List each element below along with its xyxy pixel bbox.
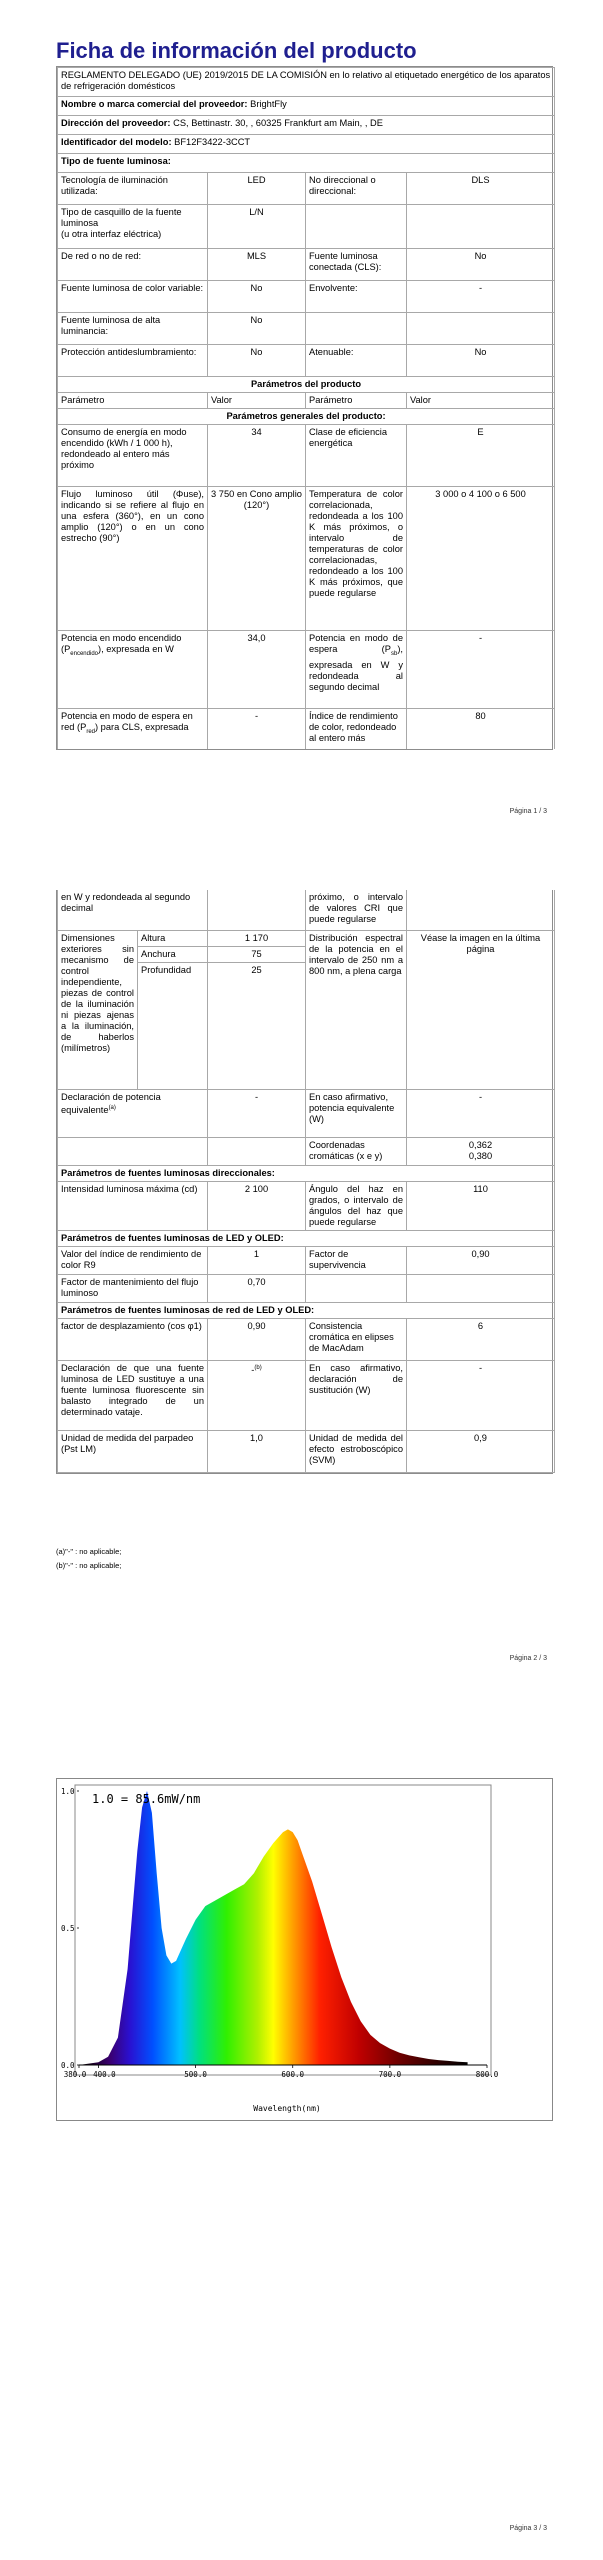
supplier-address-row	[58, 116, 555, 135]
x-tick-label: 500.0	[184, 2070, 207, 2079]
directional-heading: Parámetros de fuentes luminosas direccionales:	[58, 1165, 555, 1181]
survival-label: Factor de supervivencia	[306, 1246, 407, 1274]
row-value: 3 000 o 4 100 o 6 500	[407, 487, 555, 631]
chroma-label: Coordenadas cromáticas (x e y)	[306, 1137, 407, 1165]
product-info-table-continued	[57, 890, 555, 1473]
row-label: Protección antideslumbramiento:	[58, 345, 208, 377]
fluorescent-label: Declaración de que una fuente luminosa de LED sustituye a una fuente luminosa fluorescente sin balasto integrado de un determinado vataje.	[58, 1360, 208, 1430]
row-label: Índice de rendimiento de color, redondeado al entero más	[306, 709, 407, 749]
light-source-row	[58, 249, 555, 281]
maintenance-label: Factor de mantenimiento del flujo luminoso	[58, 1274, 208, 1302]
col-value: Valor	[407, 393, 555, 409]
empty-cell	[407, 1274, 555, 1302]
row-value: No	[407, 345, 555, 377]
col-param: Parámetro	[306, 393, 407, 409]
row-value	[407, 313, 555, 345]
y-tick-label: 0.5	[61, 1924, 75, 1933]
row-label: No direccional o direccional:	[306, 173, 407, 205]
row-value: No	[208, 281, 306, 313]
dimensions-label: Dimensiones exteriores sin mecanismo de control independiente, piezas de control de la iluminación ni piezas ajenas a la iluminación, de haberlos (milímetros)	[58, 930, 138, 1089]
supplier-name-label: Nombre o marca comercial del proveedor:	[61, 99, 248, 109]
label-text: Potencia en modo de espera (P	[309, 633, 403, 654]
chart-annotation: 1.0 = 85.6mW/nm	[92, 1792, 201, 1806]
row-value: -	[407, 631, 555, 709]
row-label	[306, 313, 407, 345]
led-heading: Parámetros de fuentes luminosas de LED y OLED:	[58, 1230, 555, 1246]
dim-name: Anchura	[138, 946, 208, 962]
light-source-row	[58, 205, 555, 249]
col-param: Parámetro	[58, 393, 208, 409]
regulation-text: REGLAMENTO DELEGADO (UE) 2019/2015 DE LA COMISIÓN en lo relativo al etiquetado energético de los aparatos de refrigeración domésticos	[58, 68, 555, 97]
row-label: próximo, o intervalo de valores CRI que puede regularse	[306, 890, 407, 930]
equiv-w-value: -	[407, 1089, 555, 1137]
row-value: LED	[208, 173, 306, 205]
row-label: Flujo luminoso útil (Φuse), indicando si se refiere al flujo en una esfera (360°), en un cono amplio (120°) o en un cono estrecho (90°)	[58, 487, 208, 631]
row-label: Tipo de casquillo de la fuente luminosa (u otra interfaz eléctrica)	[58, 205, 208, 249]
fluorescent-value-cell	[208, 1360, 306, 1430]
beam-value: 110	[407, 1181, 555, 1230]
page-number: Página 2 / 3	[509, 1655, 547, 1662]
x-tick-label: 600.0	[281, 2070, 305, 2079]
pstlm-label: Unidad de medida del parpadeo (Pst LM)	[58, 1430, 208, 1472]
row-label: Fuente luminosa de color variable:	[58, 281, 208, 313]
model-id-value: BF12F3422-3CCT	[174, 137, 251, 147]
spectral-label: Distribución espectral de la potencia en el intervalo de 250 nm a 800 nm, a plena carga	[306, 930, 407, 1089]
intensity-label: Intensidad luminosa máxima (cd)	[58, 1181, 208, 1230]
flicker-row	[58, 1430, 555, 1472]
r9-label: Valor del índice de rendimiento de color R9	[58, 1246, 208, 1274]
empty-cell	[58, 1137, 208, 1165]
label-text: Potencia en modo encendido (P	[61, 633, 182, 654]
light-source-row	[58, 313, 555, 345]
empty-cell	[306, 1274, 407, 1302]
row-label: en W y redondeada al segundo decimal	[58, 890, 208, 930]
footnote-b: (b)"-" : no aplicable;	[56, 1561, 122, 1570]
product-info-table	[57, 67, 555, 749]
product-info-table-page1	[56, 66, 553, 750]
x-tick-label: 700.0	[378, 2070, 402, 2079]
row-label: Envolvente:	[306, 281, 407, 313]
r9-row	[58, 1246, 555, 1274]
general-row-flux	[58, 487, 555, 631]
light-source-row	[58, 281, 555, 313]
row-value: DLS	[407, 173, 555, 205]
survival-value: 0,90	[407, 1246, 555, 1274]
macadam-label: Consistencia cromática en elipses de MacAdam	[306, 1318, 407, 1360]
label-tail: ), expresada en W	[98, 644, 174, 654]
empty-cell	[208, 1137, 306, 1165]
row-value: 34	[208, 425, 306, 487]
row-value: -	[208, 709, 306, 749]
general-row-power	[58, 631, 555, 709]
fluorescent-value: -	[251, 1364, 255, 1375]
label-text: Potencia en modo de espera en red (P	[61, 711, 193, 732]
fluorescent-sup: (b)	[254, 1364, 262, 1371]
row-label: Clase de eficiencia energética	[306, 425, 407, 487]
row-value: No	[208, 345, 306, 377]
row-label: Atenuable:	[306, 345, 407, 377]
row-value: No	[208, 313, 306, 345]
label-tail: ), expresada en W y redondeada al segundo decimal	[309, 644, 403, 692]
row-value	[407, 205, 555, 249]
displacement-row	[58, 1318, 555, 1360]
displacement-label: factor de desplazamiento (cos φ1)	[58, 1318, 208, 1360]
row-value: L/N	[208, 205, 306, 249]
supplier-name-row	[58, 97, 555, 116]
model-id-label: Identificador del modelo:	[61, 137, 172, 147]
model-id-row	[58, 135, 555, 154]
x-tick-label: 380.0	[63, 2070, 87, 2079]
document-title: Ficha de información del producto	[56, 38, 417, 63]
row-label: Consumo de energía en modo encendido (kWh / 1 000 h), redondeado al entero más próximo	[58, 425, 208, 487]
light-source-type-heading: Tipo de fuente luminosa:	[58, 154, 555, 173]
equiv-value: -	[208, 1089, 306, 1137]
dim-value: 1 170	[208, 930, 306, 946]
page-2	[0, 845, 603, 1690]
col-value: Valor	[208, 393, 306, 409]
chroma-value: 0,362 0,380	[407, 1137, 555, 1165]
general-row-standby	[58, 709, 555, 749]
spectral-chart	[56, 1778, 553, 2121]
displacement-value: 0,90	[208, 1318, 306, 1360]
product-info-table-page2	[56, 890, 553, 1474]
row-value	[208, 890, 306, 930]
pstlm-value: 1,0	[208, 1430, 306, 1472]
row-label: Tecnología de iluminación utilizada:	[58, 173, 208, 205]
replacement-label: En caso afirmativo, declaración de sustitución (W)	[306, 1360, 407, 1430]
continued-row	[58, 890, 555, 930]
supplier-address-value: CS, Bettinastr. 30, , 60325 Frankfurt am Main, , DE	[173, 118, 383, 128]
equiv-w-label: En caso afirmativo, potencia equivalente (W)	[306, 1089, 407, 1137]
row-label	[306, 631, 407, 709]
row-label	[58, 631, 208, 709]
label-tail: ) para CLS, expresada	[95, 722, 189, 732]
fluorescent-row	[58, 1360, 555, 1430]
light-source-row	[58, 173, 555, 205]
light-source-row	[58, 345, 555, 377]
maint-row	[58, 1274, 555, 1302]
product-params-heading: Parámetros del producto	[58, 377, 555, 393]
equiv-sup: (a)	[108, 1104, 116, 1111]
x-axis-label: Wavelength(nm)	[253, 2104, 321, 2113]
row-label: De red o no de red:	[58, 249, 208, 281]
page-number: Página 1 / 3	[509, 808, 547, 815]
row-label: Fuente luminosa conectada (CLS):	[306, 249, 407, 281]
page-number: Página 3 / 3	[509, 2525, 547, 2532]
supplier-name-value: BrightFly	[250, 99, 287, 109]
row-value: 34,0	[208, 631, 306, 709]
svm-value: 0,9	[407, 1430, 555, 1472]
equiv-row	[58, 1089, 555, 1137]
general-params-heading: Parámetros generales del producto:	[58, 409, 555, 425]
equiv-label-cell	[58, 1089, 208, 1137]
row-value	[407, 890, 555, 930]
label-sub: encendido	[70, 650, 98, 657]
dim-value: 75	[208, 946, 306, 962]
dim-name: Profundidad	[138, 962, 208, 1089]
page-1	[0, 0, 603, 845]
y-tick-label: 0.0	[61, 2061, 75, 2070]
dim-name: Altura	[138, 930, 208, 946]
macadam-value: 6	[407, 1318, 555, 1360]
x-tick-label: 400.0	[93, 2070, 116, 2079]
row-value: No	[407, 249, 555, 281]
replacement-value: -	[407, 1360, 555, 1430]
row-value: MLS	[208, 249, 306, 281]
footnote-a: (a)"-" : no aplicable;	[56, 1547, 122, 1556]
label-sub: red	[86, 728, 95, 735]
y-tick-label: 1.0	[61, 1787, 75, 1796]
general-row-energy	[58, 425, 555, 487]
spectral-plot	[57, 1779, 552, 2120]
row-label	[306, 205, 407, 249]
params-header-row	[58, 393, 555, 409]
r9-value: 1	[208, 1246, 306, 1274]
equiv-label: Declaración de potencia equivalente	[61, 1091, 161, 1115]
row-label	[58, 709, 208, 749]
footnotes	[56, 1545, 121, 1573]
row-value: 80	[407, 709, 555, 749]
spectral-value: Véase la imagen en la última página	[407, 930, 555, 1089]
svm-label: Unidad de medida del efecto estroboscópico (SVM)	[306, 1430, 407, 1472]
row-value: E	[407, 425, 555, 487]
maintenance-value: 0,70	[208, 1274, 306, 1302]
dims-row	[58, 930, 555, 946]
beam-label: Ángulo del haz en grados, o intervalo de ángulos del haz que puede regularse	[306, 1181, 407, 1230]
row-value: -	[407, 281, 555, 313]
supplier-address-label: Dirección del proveedor:	[61, 118, 171, 128]
chroma-row	[58, 1137, 555, 1165]
intensity-value: 2 100	[208, 1181, 306, 1230]
x-tick-label: 800.0	[475, 2070, 499, 2079]
mains-led-heading: Parámetros de fuentes luminosas de red de LED y OLED:	[58, 1302, 555, 1318]
intensity-row	[58, 1181, 555, 1230]
label-sub: sb	[390, 650, 398, 657]
row-value: 3 750 en Cono amplio (120°)	[208, 487, 306, 631]
row-label: Temperatura de color correlacionada, redondeada a los 100 K más próximos, o intervalo de temperaturas de color correlacionadas, redondeado a los 100 K más próximos, que puede regularse	[306, 487, 407, 631]
dim-value: 25	[208, 962, 306, 1089]
row-label: Fuente luminosa de alta luminancia:	[58, 313, 208, 345]
